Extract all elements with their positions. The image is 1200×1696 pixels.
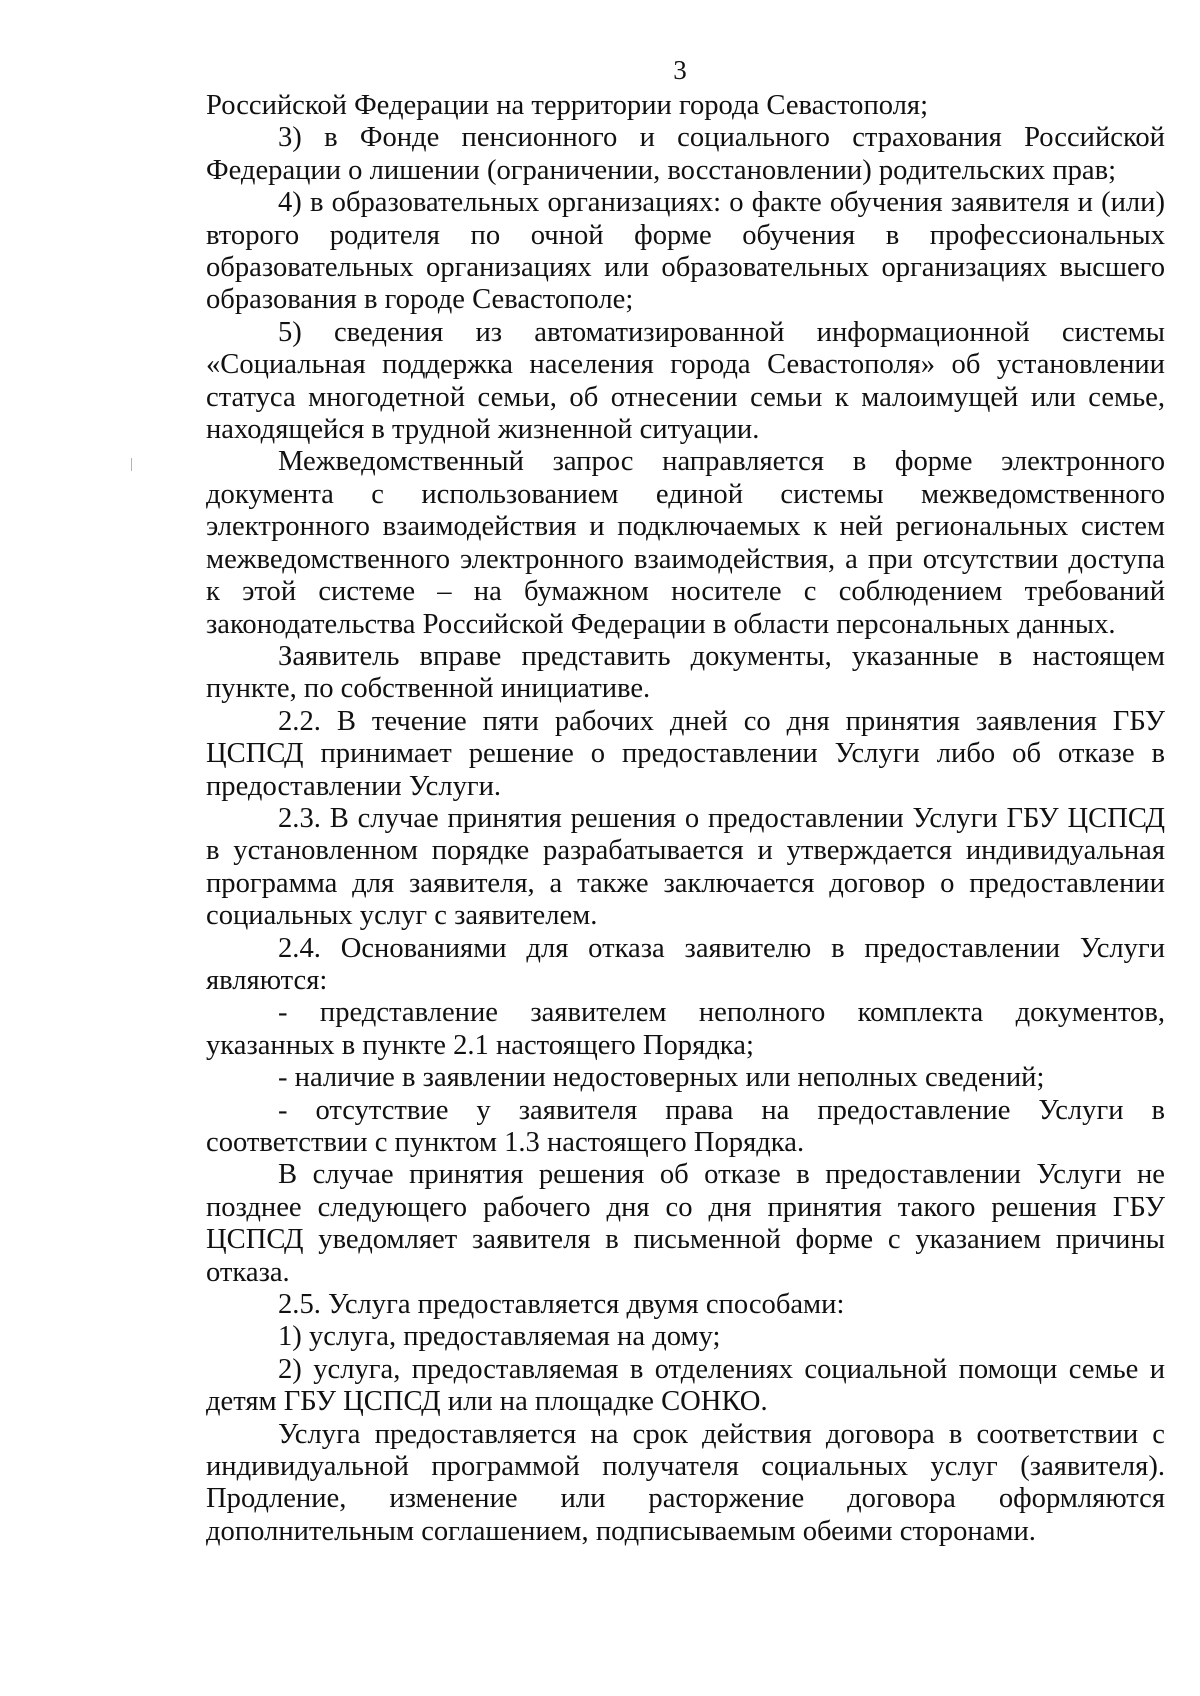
paragraph-11: - наличие в заявлении недостоверных или неполных сведений; — [278, 1062, 1045, 1094]
paragraph-9: 2.4. Основаниями для отказа заявителю в предоставлении Услуги являются: — [206, 932, 1165, 996]
paragraph-4: 5) сведения из автоматизированной информационной системы «Социальная поддержка населения города Севастополя» об установлении статуса многодетной семьи, об отнесении семьи к малоимущей или семье, находящейся в трудной жизненной ситуации. — [206, 316, 1165, 446]
paragraph-17: Услуга предоставляется на срок действия договора в соответствии с индивидуальной программой получателя социальных услуг (заявителя). Продление, изменение или расторжение договора оформляются дополнительным соглашением, подписываемым обеими сторонами. — [206, 1418, 1165, 1547]
paragraph-16: 2) услуга, предоставляемая в отделениях социальной помощи семье и детям ГБУ ЦСПСД или на площадке СОНКО. — [206, 1353, 1165, 1418]
page-number: 3 — [673, 55, 687, 85]
paragraph-15: 1) услуга, предоставляемая на дому; — [278, 1321, 721, 1353]
paragraph-14: 2.5. Услуга предоставляется двумя способами: — [278, 1289, 845, 1321]
paragraph-8: 2.3. В случае принятия решения о предоставлении Услуги ГБУ ЦСПСД в установленном порядке разрабатывается и утверждается индивидуальная программа для заявителя, а также заключается договор о предоставлении социальных услуг с заявителем. — [206, 802, 1165, 932]
paragraph-7: 2.2. В течение пяти рабочих дней со дня принятия заявления ГБУ ЦСПСД принимает решение о предоставлении Услуги либо об отказе в предоставлении Услуги. — [206, 705, 1165, 802]
paragraph-13: В случае принятия решения об отказе в предоставлении Услуги не позднее следующего рабочего дня со дня принятия такого решения ГБУ ЦСПСД уведомляет заявителя в письменной форме с указанием причины отказа. — [206, 1159, 1165, 1288]
paragraph-12: - отсутствие у заявителя права на предоставление Услуги в соответствии с пунктом 1.3 настоящего Порядка. — [206, 1094, 1165, 1158]
paragraph-10: - представление заявителем неполного комплекта документов, указанных в пункте 2.1 настоящего Порядка; — [206, 997, 1165, 1061]
document-body — [206, 90, 1165, 1548]
paragraph-2: 3) в Фонде пенсионного и социального страхования Российской Федерации о лишении (ограничении, восстановлении) родительских прав; — [206, 122, 1165, 186]
paragraph-1: Российской Федерации на территории города Севастополя; — [206, 90, 929, 121]
paragraph-5: Межведомственный запрос направляется в форме электронного документа с использованием единой системы межведомственного электронного взаимодействия и подключаемых к ней региональных систем межведомственного электронного взаимодействия, а при отсутствии доступа к этой системе – на бумажном носителе с соблюдением требований законодательства Российской Федерации в области персональных данных. — [206, 446, 1165, 640]
paragraph-6: Заявитель вправе представить документы, указанные в настоящем пункте, по собственной инициативе. — [206, 640, 1165, 705]
paragraph-3: 4) в образовательных организациях: о факте обучения заявителя и (или) второго родителя по очной форме обучения в профессиональных образовательных организациях или образовательных организациях высшего образования в городе Севастополе; — [206, 187, 1165, 316]
scan-mark — [131, 458, 132, 471]
